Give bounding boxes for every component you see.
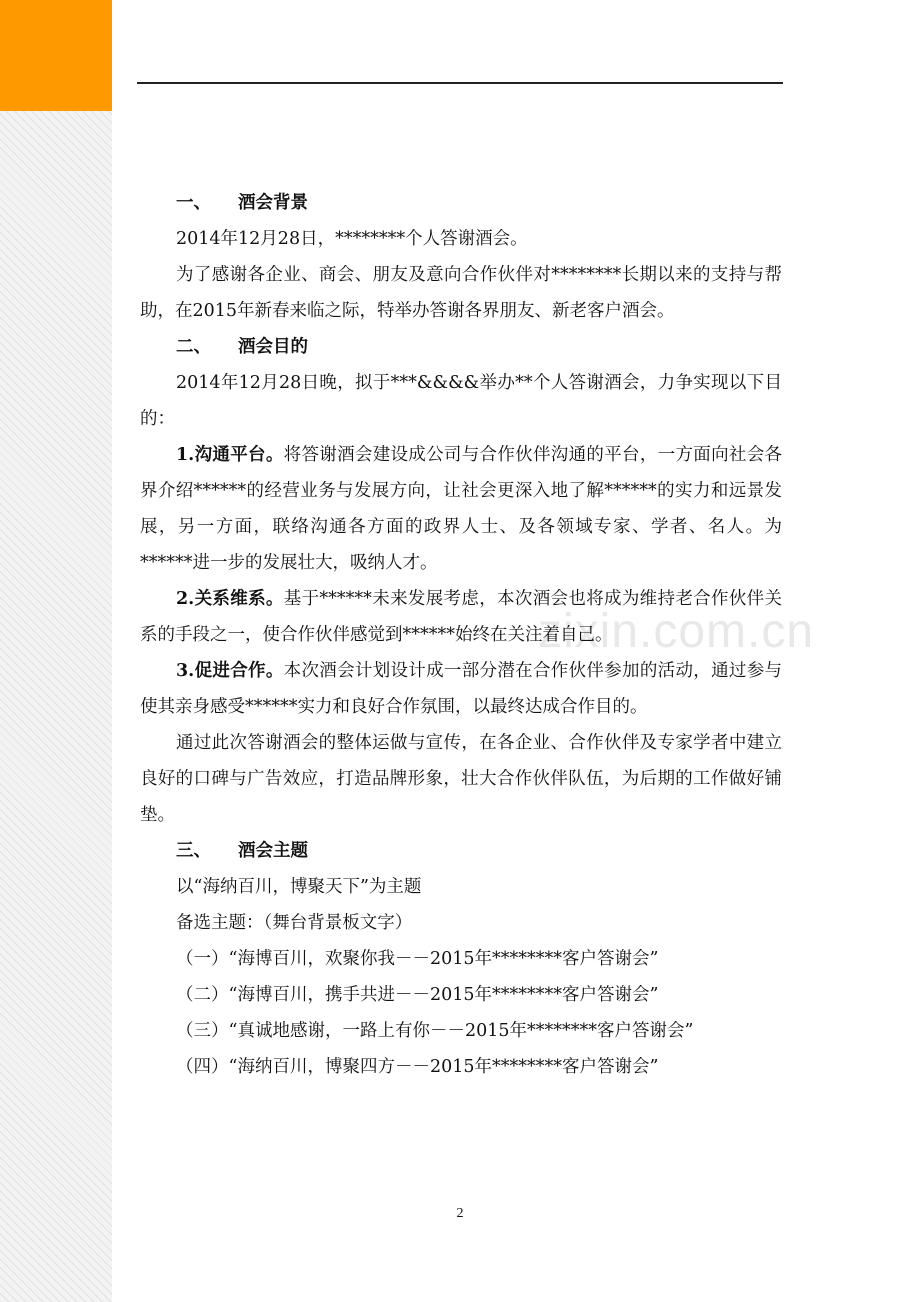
theme-option: （一）“海博百川，欢聚你我－－2015年********客户答谢会” bbox=[176, 949, 659, 969]
section-heading-theme bbox=[140, 833, 782, 869]
item-label: 2.关系维系。 bbox=[176, 589, 284, 609]
section-number: 三、 bbox=[176, 841, 211, 861]
paragraph: 2014年12月28日晚，拟于***&&&&举办**个人答谢酒会，力争实现以下目的： bbox=[140, 373, 782, 429]
item-text: 将答谢酒会建设成公司与合作伙伴沟通的平台，一方面向社会各界介绍******的经营业务与发展方向，让社会更深入地了解******的实力和远景发展，另一方面，联络沟通各方面的政界人士、及各领域专家、学者、名人。为******进一步的发展壮大，吸纳人才。 bbox=[140, 445, 782, 573]
section-heading-purpose bbox=[140, 329, 782, 365]
theme-option: （二）“海博百川，携手共进－－2015年********客户答谢会” bbox=[176, 985, 659, 1005]
header-rule bbox=[137, 82, 783, 84]
document-body bbox=[140, 185, 782, 1085]
watermark: zixin.com.cn bbox=[538, 605, 815, 658]
paragraph: 为了感谢各企业、商会、朋友及意向合作伙伴对********长期以来的支持与帮助，在2015年新春来临之际，特举办答谢各界朋友、新老客户酒会。 bbox=[140, 265, 782, 321]
page-number: 2 bbox=[456, 1206, 464, 1221]
alternative-theme-label: 备选主题：（舞台背景板文字） bbox=[176, 913, 413, 933]
section-number: 一、 bbox=[176, 193, 211, 213]
purpose-item-relationship bbox=[140, 581, 782, 653]
section-number: 二、 bbox=[176, 337, 211, 357]
paragraph: 通过此次答谢酒会的整体运做与宣传，在各企业、合作伙伴及专家学者中建立良好的口碑与广告效应，打造品牌形象，壮大合作伙伴队伍，为后期的工作做好铺垫。 bbox=[140, 733, 782, 825]
item-text: 本次酒会计划设计成一部分潜在合作伙伴参加的活动，通过参与使其亲身感受******实力和良好合作氛围，以最终达成合作目的。 bbox=[140, 661, 782, 717]
section-title: 酒会背景 bbox=[238, 193, 308, 213]
theme-line: 以“海纳百川，博聚天下”为主题 bbox=[176, 877, 422, 897]
orange-corner-block bbox=[0, 0, 112, 111]
item-label: 3.促进合作。 bbox=[176, 661, 284, 681]
purpose-item-communication bbox=[140, 437, 782, 581]
theme-option: （三）“真诚地感谢，一路上有你－－2015年********客户答谢会” bbox=[176, 1021, 694, 1041]
item-label: 1.沟通平台。 bbox=[176, 445, 284, 465]
side-stripe-decoration bbox=[0, 0, 112, 1302]
purpose-item-cooperation bbox=[140, 653, 782, 725]
paragraph: 2014年12月28日，********个人答谢酒会。 bbox=[176, 229, 528, 249]
section-heading-background bbox=[140, 185, 782, 221]
item-text: 基于******未来发展考虑，本次酒会也将成为维持老合作伙伴关系的手段之一，使合作伙伴感觉到******始终在关注着自己。 bbox=[140, 589, 782, 645]
section-title: 酒会目的 bbox=[238, 337, 308, 357]
section-title: 酒会主题 bbox=[238, 841, 308, 861]
theme-option: （四）“海纳百川，博聚四方－－2015年********客户答谢会” bbox=[176, 1057, 659, 1077]
